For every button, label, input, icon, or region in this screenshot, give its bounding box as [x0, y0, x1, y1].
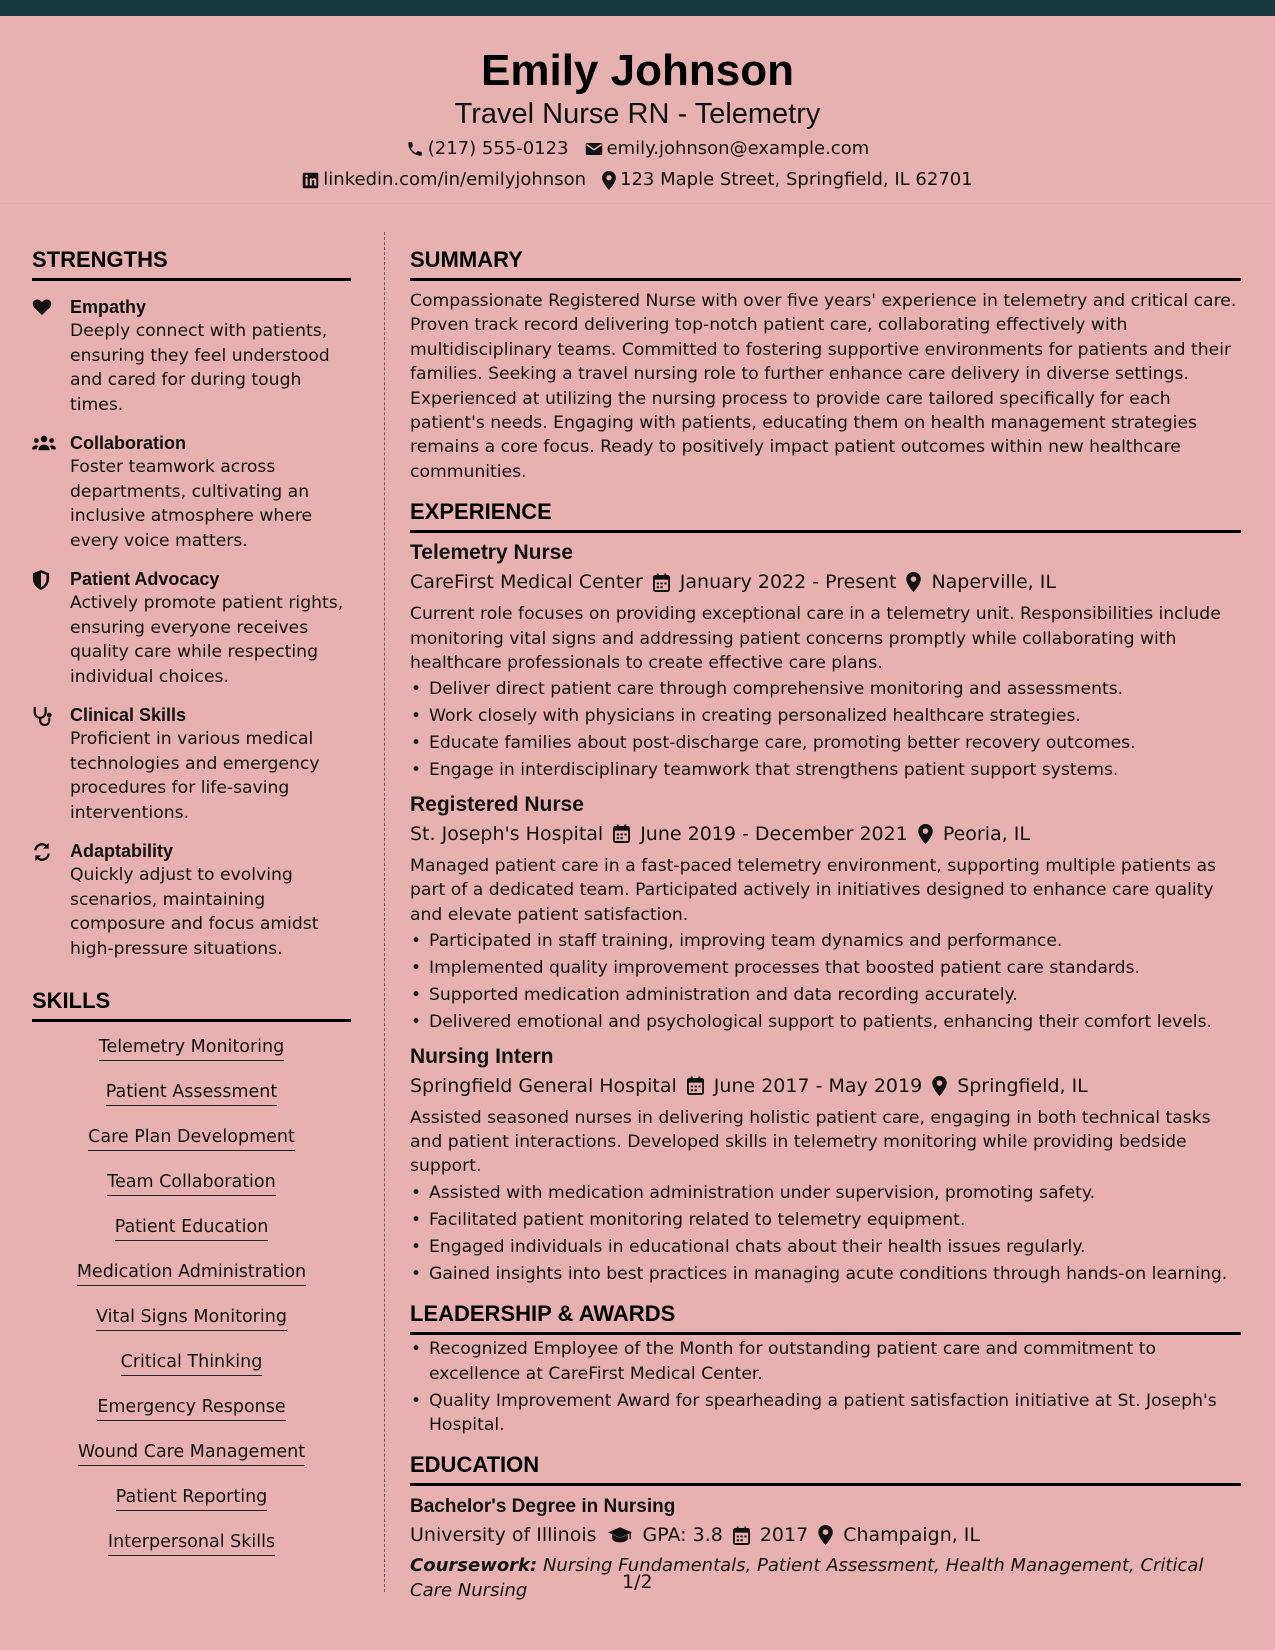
bullet-item: • Delivered emotional and psychological support to patients, enhancing their comfort levels.	[410, 1010, 1241, 1034]
strength-desc: Proficient in various medical technologies and emergency procedures for life-saving interventions.	[70, 729, 320, 823]
employer: St. Joseph's Hospital	[410, 822, 604, 845]
job-title: Nursing Intern	[410, 1044, 554, 1068]
bullet-item: • Educate families about post-discharge care, promoting better recovery outcomes.	[410, 731, 1241, 755]
skill-tag: Care Plan Development	[88, 1125, 295, 1151]
address-text: 123 Maple Street, Springfield, IL 62701	[620, 169, 973, 190]
school-location: Champaign, IL	[843, 1524, 981, 1547]
skill-tag: Medication Administration	[77, 1260, 306, 1286]
job-bullets	[410, 677, 1241, 782]
phone-text: (217) 555-0123	[427, 138, 569, 159]
graduation-year: 2017	[759, 1524, 809, 1547]
resume-header	[0, 16, 1275, 204]
sync-icon	[32, 842, 52, 862]
strength-item	[32, 567, 351, 689]
map-pin-icon	[932, 1076, 947, 1096]
employer: Springfield General Hospital	[410, 1074, 677, 1097]
map-pin-icon	[918, 824, 933, 844]
strength-item	[32, 839, 351, 961]
job-description: Assisted seasoned nurses in delivering holistic patient care, engaging in both technical tasks and patient interactions. Developed skills in telemetry monitoring while providing bedside support.	[410, 1107, 1211, 1177]
strength-desc: Foster teamwork across departments, cultivating an inclusive atmosphere where every voice matters.	[70, 457, 313, 551]
award-item: • Quality Improvement Award for spearheading a patient satisfaction initiative at St. Joseph's Hospital.	[410, 1389, 1241, 1438]
job-description: Current role focuses on providing exceptional care in a telemetry unit. Responsibilities include monitoring vital signs and addressing patient concerns promptly while collaborating with healthcare professionals to create effective care plans.	[410, 604, 1221, 674]
contact-row-1	[0, 137, 1275, 161]
job-meta	[410, 820, 1241, 848]
bullet-item: • Assisted with medication administration under supervision, promoting safety.	[410, 1181, 1241, 1205]
strength-name: Collaboration	[70, 433, 186, 453]
skill-tag: Patient Assessment	[106, 1080, 277, 1106]
strength-desc: Actively promote patient rights, ensuring everyone receives quality care while respecting individual choices.	[70, 593, 344, 687]
map-pin-icon	[818, 1525, 833, 1545]
coursework-text: Nursing Fundamentals, Patient Assessment, Health Management, Critical Care Nursing	[410, 1555, 1204, 1602]
calendar-icon	[687, 1076, 704, 1095]
strength-name: Patient Advocacy	[70, 569, 220, 589]
school-name: University of Illinois	[410, 1524, 597, 1547]
page-number: 1/2	[622, 1571, 653, 1593]
skill-tag: Emergency Response	[97, 1395, 285, 1421]
skill-tag: Interpersonal Skills	[108, 1530, 275, 1556]
linkedin-icon	[302, 172, 319, 189]
bullet-item: • Engage in interdisciplinary teamwork that strengthens patient support systems.	[410, 758, 1241, 782]
strength-desc: Quickly adjust to evolving scenarios, maintaining composure and focus amidst high-pressure situations.	[70, 865, 319, 959]
candidate-name: Emily Johnson	[481, 46, 794, 95]
column-divider	[384, 232, 385, 1592]
coursework	[410, 1553, 1241, 1603]
users-icon	[32, 434, 56, 452]
strength-item	[32, 295, 351, 417]
job-bullets	[410, 1181, 1241, 1286]
skill-tag: Vital Signs Monitoring	[96, 1305, 287, 1331]
email-contact[interactable]	[585, 137, 870, 161]
bullet-item: • Participated in staff training, improving team dynamics and performance.	[410, 929, 1241, 953]
phone-icon	[406, 140, 424, 158]
gpa: GPA: 3.8	[642, 1524, 723, 1547]
job-description: Managed patient care in a fast-paced telemetry environment, supporting multiple patients as part of a dedicated team. Participated actively in initiatives designed to enhance care quality and elevate patient satisfaction.	[410, 855, 1216, 925]
skills-list	[32, 1035, 351, 1575]
bullet-item: • Deliver direct patient care through comprehensive monitoring and assessments.	[410, 677, 1241, 701]
award-item: • Recognized Employee of the Month for outstanding patient care and commitment to excellence at CareFirst Medical Center.	[410, 1337, 1241, 1386]
stethoscope-icon	[32, 706, 52, 726]
job-entry	[410, 791, 1241, 1035]
job-title: Telemetry Nurse	[410, 541, 574, 565]
map-pin-icon	[602, 171, 616, 190]
candidate-title: Travel Nurse RN - Telemetry	[454, 98, 821, 130]
right-column	[410, 246, 1241, 1603]
education-heading: EDUCATION	[410, 1451, 1241, 1486]
job-bullets	[410, 929, 1241, 1034]
skill-tag: Patient Education	[115, 1215, 269, 1241]
bullet-item: • Work closely with physicians in creating personalized healthcare strategies.	[410, 704, 1241, 728]
job-title: Registered Nurse	[410, 792, 584, 816]
summary-text: Compassionate Registered Nurse with over five years' experience in telemetry and critical care. Proven track record delivering top-notch patient care, collaborating effectively with multidisciplinary teams. Committed to fostering supportive environments for patients and their families. Seeking a travel nursing role to further enhance care delivery in diverse settings. Experienced at utilizing the nursing process to provide care tailored specifically for each patient's needs. Engaging with patients, educating them on health management strategies remains a core focus. Ready to positively impact patient outcomes within new healthcare communities.	[410, 291, 1237, 482]
bullet-item: • Engaged individuals in educational chats about their health issues regularly.	[410, 1235, 1241, 1259]
strengths-heading: STRENGTHS	[32, 246, 351, 281]
calendar-icon	[733, 1526, 750, 1545]
job-location: Springfield, IL	[957, 1074, 1088, 1097]
strength-item	[32, 431, 351, 553]
degree-name: Bachelor's Degree in Nursing	[410, 1496, 676, 1518]
top-accent-bar	[0, 0, 1275, 16]
email-text[interactable]: emily.johnson@example.com	[606, 138, 870, 159]
job-meta	[410, 1072, 1241, 1100]
left-column	[32, 246, 351, 1575]
calendar-icon	[613, 824, 630, 843]
envelope-icon	[585, 141, 603, 157]
job-dates: January 2022 - Present	[679, 571, 897, 594]
bullet-item: • Gained insights into best practices in managing acute conditions through hands-on learning.	[410, 1262, 1241, 1286]
strength-name: Clinical Skills	[70, 705, 187, 725]
skills-heading: SKILLS	[32, 987, 351, 1022]
strength-item	[32, 703, 351, 825]
job-meta	[410, 568, 1241, 596]
job-location: Peoria, IL	[942, 822, 1030, 845]
shield-icon	[32, 570, 50, 590]
graduation-cap-icon	[607, 1526, 633, 1544]
skill-tag: Wound Care Management	[78, 1440, 305, 1466]
job-entry	[410, 539, 1241, 783]
job-location: Naperville, IL	[931, 571, 1056, 594]
employer: CareFirst Medical Center	[410, 571, 643, 594]
map-pin-icon	[906, 572, 921, 592]
skill-tag: Patient Reporting	[116, 1485, 268, 1511]
experience-heading: EXPERIENCE	[410, 498, 1241, 533]
skill-tag: Telemetry Monitoring	[99, 1035, 285, 1061]
coursework-label: Coursework:	[410, 1555, 538, 1577]
strength-name: Adaptability	[70, 841, 174, 861]
linkedin-text[interactable]: linkedin.com/in/emilyjohnson	[323, 169, 586, 190]
summary-heading: SUMMARY	[410, 246, 1241, 281]
awards-heading: LEADERSHIP & AWARDS	[410, 1300, 1241, 1335]
job-dates: June 2017 - May 2019	[713, 1074, 923, 1097]
education-meta	[410, 1521, 1241, 1549]
skill-tag: Team Collaboration	[107, 1170, 275, 1196]
linkedin-contact[interactable]	[302, 168, 586, 192]
job-dates: June 2019 - December 2021	[640, 822, 908, 845]
bullet-item: • Implemented quality improvement processes that boosted patient care standards.	[410, 956, 1241, 980]
job-entry	[410, 1043, 1241, 1287]
contact-row-2	[0, 168, 1275, 192]
awards-list	[410, 1337, 1241, 1437]
bullet-item: • Supported medication administration and data recording accurately.	[410, 983, 1241, 1007]
strength-name: Empathy	[70, 297, 147, 317]
address-contact	[602, 168, 973, 192]
strength-desc: Deeply connect with patients, ensuring they feel understood and cared for during tough times.	[70, 321, 330, 415]
bullet-item: • Facilitated patient monitoring related to telemetry equipment.	[410, 1208, 1241, 1232]
phone-contact	[406, 137, 569, 161]
calendar-icon	[653, 573, 670, 592]
heart-icon	[32, 298, 52, 316]
skill-tag: Critical Thinking	[121, 1350, 263, 1376]
